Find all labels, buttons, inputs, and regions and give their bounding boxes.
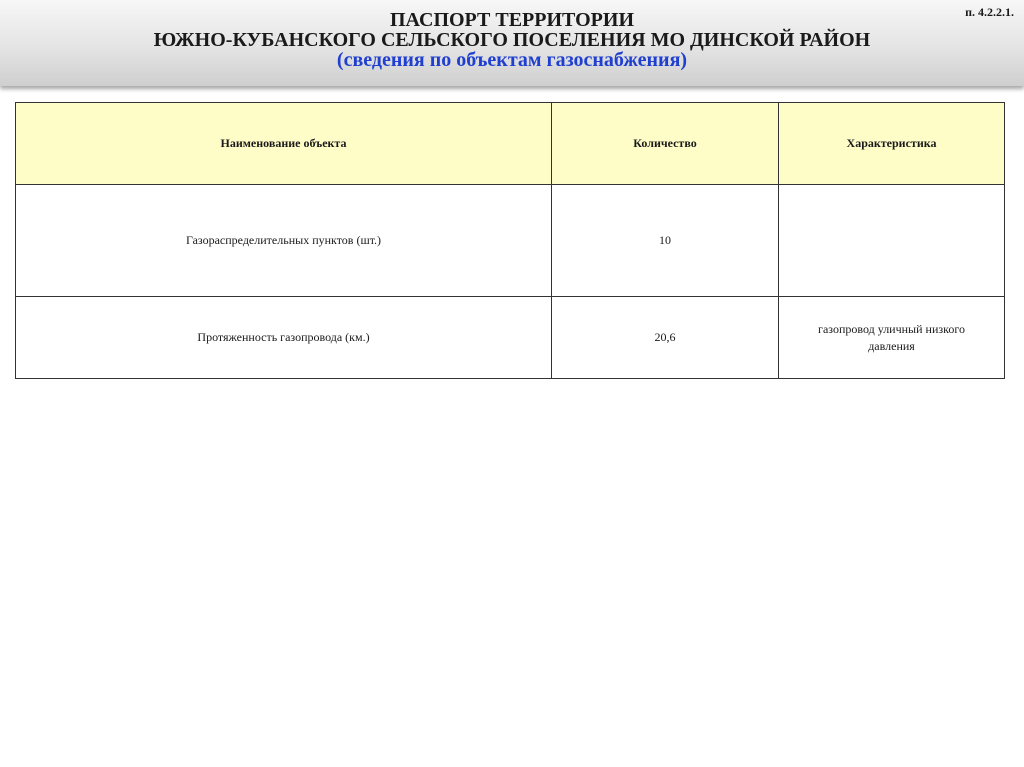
gas-supply-table-container (15, 102, 1004, 379)
section-reference: п. 4.2.2.1. (965, 5, 1014, 19)
page-title-line-2: ЮЖНО-КУБАНСКОГО СЕЛЬСКОГО ПОСЕЛЕНИЯ МО ДИНСКОЙ РАЙОН (153, 29, 871, 51)
table-header-row (16, 103, 1005, 185)
cell-quantity: 20,6 (552, 297, 779, 379)
cell-object-name: Протяженность газопровода (км.) (16, 297, 552, 379)
page-subtitle: (сведения по объектам газоснабжения) (336, 49, 688, 71)
page-title-line-1: ПАСПОРТ ТЕРРИТОРИИ (390, 9, 634, 31)
slide-header (0, 0, 1024, 86)
gas-supply-table (15, 102, 1005, 379)
cell-object-name: Газораспределительных пунктов (шт.) (16, 185, 552, 297)
column-header-quantity: Количество (552, 103, 779, 185)
cell-characteristic (779, 185, 1005, 297)
column-header-object-name: Наименование объекта (16, 103, 552, 185)
table-row (16, 297, 1005, 379)
column-header-characteristic: Характеристика (779, 103, 1005, 185)
cell-characteristic: газопровод уличный низкого давления (779, 297, 1005, 379)
cell-quantity: 10 (552, 185, 779, 297)
table-row (16, 185, 1005, 297)
